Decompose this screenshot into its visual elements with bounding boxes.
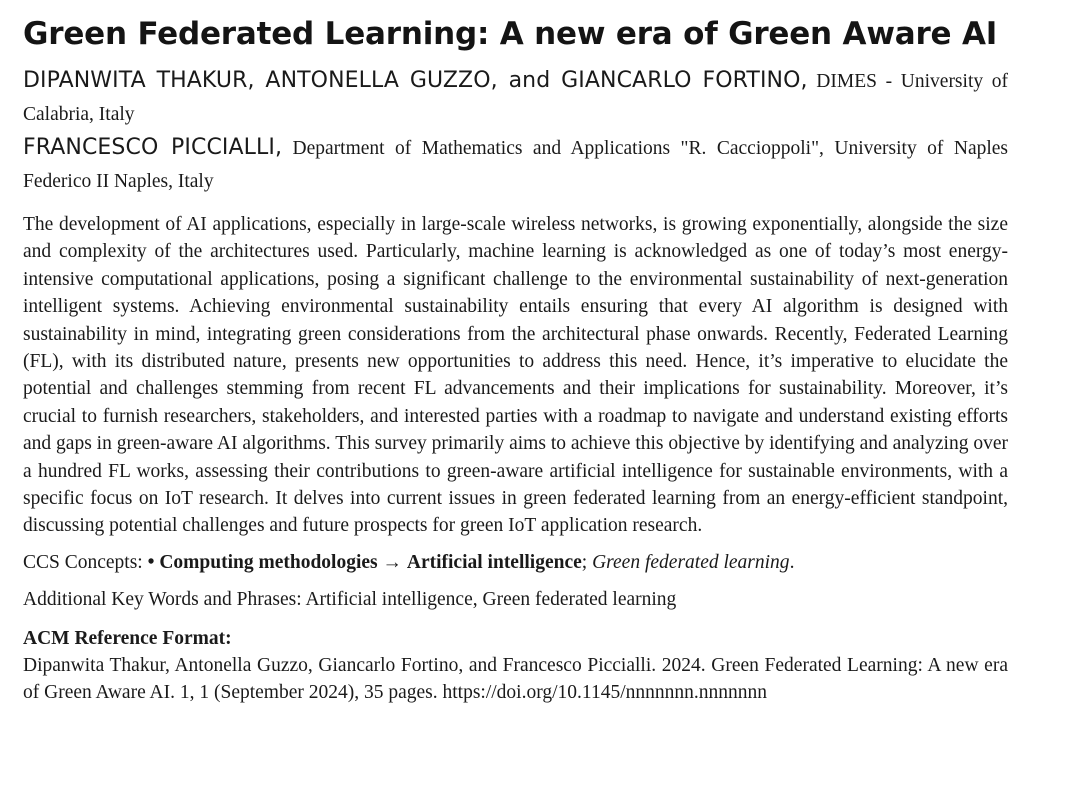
keywords-label: Additional Key Words and Phrases:: [23, 588, 302, 610]
author-block: [23, 64, 1008, 198]
ccs-bullet: •: [147, 551, 155, 573]
ccs-separator: ;: [581, 551, 588, 573]
author-group-2: [23, 131, 1008, 198]
ccs-subconcept: Artificial intelligence: [406, 551, 582, 573]
reference-heading: ACM Reference Format:: [23, 627, 232, 649]
author-names-2: FRANCESCO PICCIALLI,: [23, 135, 283, 160]
author-affiliation-1: DIMES - University of Calabria, Italy: [23, 71, 1009, 125]
reference-text: Dipanwita Thakur, Antonella Guzzo, Giancarlo Fortino, and Francesco Piccialli. 2024. Green Federated Learning: A new era of Green Aware AI. 1, 1 (September 2024), 35 pages. https://doi.org/10.1145/nnnnnnn.nnnnnnn: [23, 654, 1008, 703]
author-names-1: DIPANWITA THAKUR, ANTONELLA GUZZO, and GIANCARLO FORTINO,: [23, 68, 808, 93]
ccs-end: .: [789, 551, 795, 573]
paper-title: Green Federated Learning: A new era of Green Aware AI: [23, 16, 998, 52]
abstract: The development of AI applications, especially in large-scale wireless networks, is growing exponentially, alongside the size and complexity of the architectures used. Particularly, machine learning is acknowledged as one of today’s most energy-intensive computational applications, posing a significant challenge to the environmental sustainability of next-generation intelligent systems. Achieving environmental sustainability entails ensuring that every AI algorithm is designed with sustainability in mind, integrating green considerations from the architectural phase onwards. Recently, Federated Learning (FL), with its distributed nature, presents new opportunities to address this need. Hence, it’s imperative to elucidate the potential and challenges stemming from recent FL advancements and their implications for sustainability. Moreover, it’s crucial to furnish researchers, stakeholders, and interested parties with a roadmap to navigate and understand existing efforts and gaps in green-aware AI algorithms. This survey primarily aims to achieve this objective by identifying and analyzing over a hundred FL works, assessing their contributions to green-aware artificial intelligence for sustainable environments, with a specific focus on IoT research. It delves into current issues in green federated learning from an energy-efficient standpoint, discussing potential challenges and future prospects for green IoT application research.: [23, 214, 1008, 537]
ccs-concepts: [23, 549, 1008, 577]
ccs-extra: Green federated learning: [592, 551, 790, 573]
ccs-arrow: →: [382, 551, 402, 573]
keywords-value: Artificial intelligence, Green federated learning: [305, 588, 677, 610]
author-affiliation-2: Department of Mathematics and Applications "R. Caccioppoli", University of Naples Federico II Naples, Italy: [23, 138, 1009, 192]
author-group-1: [23, 64, 1008, 131]
ccs-concept: Computing methodologies: [159, 551, 378, 573]
ccs-label: CCS Concepts:: [23, 551, 143, 573]
keywords: [23, 586, 1008, 614]
